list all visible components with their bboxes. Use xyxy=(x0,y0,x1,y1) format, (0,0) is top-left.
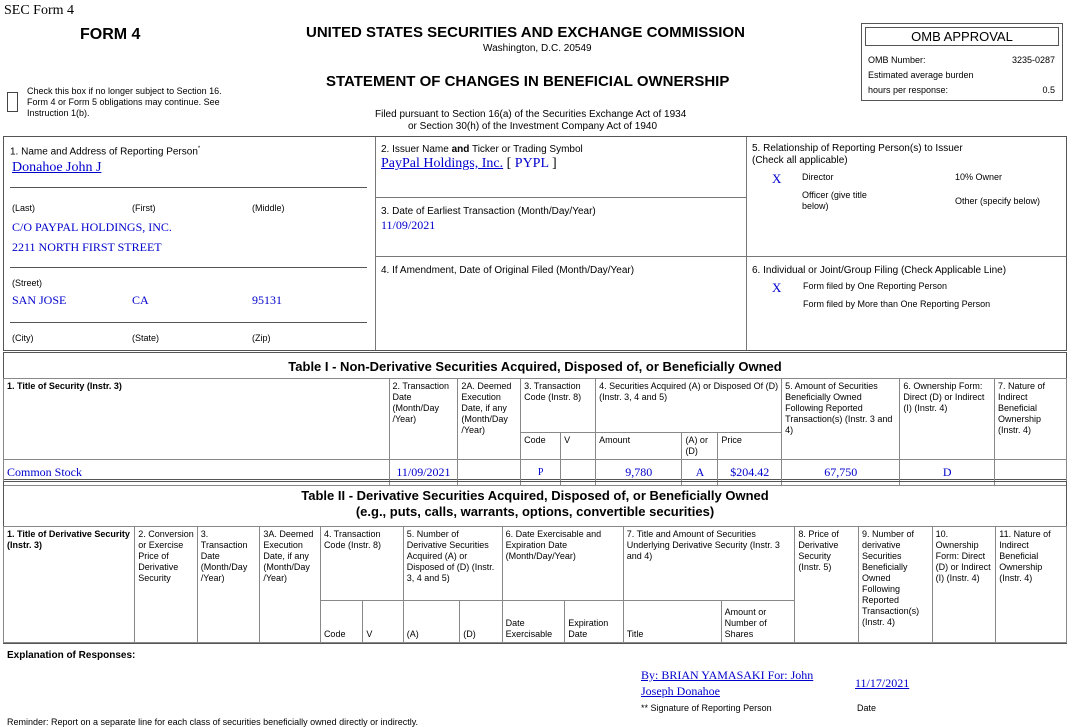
t1-header-date: 2. Transaction Date (Month/Day /Year) xyxy=(389,379,458,460)
statement-title: STATEMENT OF CHANGES IN BENEFICIAL OWNERSHIP xyxy=(326,73,730,90)
t1-sub-amount: Amount xyxy=(596,433,682,460)
agency-location: Washington, D.C. 20549 xyxy=(483,43,592,54)
city-label: (City) xyxy=(12,333,34,343)
t2-sub-exercisable: Date Exercisable xyxy=(502,601,565,643)
filing-type-label: 6. Individual or Joint/Group Filing (Check Applicable Line) xyxy=(752,265,1007,276)
filed-line-1: Filed pursuant to Section 16(a) of the Securities Exchange Act of 1934 xyxy=(375,109,687,120)
agency-title: UNITED STATES SECURITIES AND EXCHANGE COMMISSION xyxy=(306,24,745,41)
last-label: (Last) xyxy=(12,203,36,213)
one-person-label: Form filed by One Reporting Person xyxy=(803,281,948,291)
t1-header-ownership-form: 6. Ownership Form: Direct (D) or Indirect (I) (Instr. 4) xyxy=(900,379,995,460)
reminder-text: Reminder: Report on a separate line for each class of securities beneficially owned directly or indirectly. xyxy=(7,717,419,727)
t2-sub-amount: Amount or Number of Shares xyxy=(721,601,795,643)
address-line-2: 2211 NORTH FIRST STREET xyxy=(12,240,162,254)
omb-approval-box xyxy=(861,23,1063,101)
table2-subtitle: (e.g., puts, calls, warrants, options, convertible securities) xyxy=(355,504,715,519)
state-label: (State) xyxy=(132,333,160,343)
divider xyxy=(376,197,746,198)
issuer-label: 2. Issuer Name and Ticker or Trading Symbol xyxy=(381,144,583,155)
t2-header-owned: 9. Number of derivative Securities Beneficially Owned Following Reported Transaction(s) (Instr. 4) xyxy=(858,527,932,643)
relationship-sublabel: (Check all applicable) xyxy=(752,155,848,166)
omb-hours-value: 0.5 xyxy=(1042,85,1055,95)
t1-header-nature: 7. Nature of Indirect Beneficial Ownership (Instr. 4) xyxy=(994,379,1066,460)
t2-header-price: 8. Price of Derivative Security (Instr. 5) xyxy=(795,527,859,643)
state-value: CA xyxy=(132,293,149,307)
t1-sub-code: Code xyxy=(521,433,561,460)
zip-label: (Zip) xyxy=(252,333,271,343)
earliest-transaction-label: 3. Date of Earliest Transaction (Month/Day/Year) xyxy=(381,206,596,217)
t2-sub-v: V xyxy=(363,601,403,643)
other-label: Other (specify below) xyxy=(955,196,1041,206)
section16-checkbox[interactable] xyxy=(7,92,18,112)
issuer-name[interactable]: PayPal Holdings, Inc. xyxy=(381,156,504,171)
divider xyxy=(746,137,747,350)
t1-security-title: Common Stock xyxy=(4,460,390,486)
t1-sub-price: Price xyxy=(718,433,782,460)
director-label: Director xyxy=(802,172,834,182)
t2-header-exercisable: 6. Date Exercisable and Expiration Date (Month/Day/Year) xyxy=(502,527,623,601)
t2-header-conversion: 2. Conversion or Exercise Price of Derivative Security xyxy=(135,527,198,643)
address-line-1: C/O PAYPAL HOLDINGS, INC. xyxy=(12,220,172,234)
t1-header-amount-owned: 5. Amount of Securities Beneficially Owned Following Reported Transaction(s) (Instr. 3 and 4) xyxy=(782,379,900,460)
table2 xyxy=(3,526,1067,643)
t2-header-underlying: 7. Title and Amount of Securities Underlying Derivative Security (Instr. 3 and 4) xyxy=(623,527,795,601)
t2-sub-title: Title xyxy=(623,601,721,643)
name-underline xyxy=(10,187,367,188)
amendment-label: 4. If Amendment, Date of Original Filed (Month/Day/Year) xyxy=(381,265,635,276)
omb-number-value: 3235-0287 xyxy=(1011,55,1055,65)
t1-header-title: 1. Title of Security (Instr. 3) xyxy=(4,379,390,460)
officer-label: Officer (give title below) xyxy=(802,190,867,211)
signature-link[interactable]: By: BRIAN YAMASAKI For: John Joseph Donahoe xyxy=(641,668,814,698)
t1-sub-v: V xyxy=(561,433,596,460)
zip-value: 95131 xyxy=(252,293,282,307)
signature-date: 11/17/2021 xyxy=(855,676,910,690)
t1-price-value: $204.42 xyxy=(718,460,782,486)
t1-header-deemed: 2A. Deemed Execution Date, if any (Month/Day /Year) xyxy=(458,379,521,460)
t1-header-code: 3. Transaction Code (Instr. 8) xyxy=(521,379,596,433)
divider xyxy=(376,256,746,257)
middle-label: (Middle) xyxy=(252,203,285,213)
city-value: SAN JOSE xyxy=(12,293,67,307)
first-label: (First) xyxy=(132,203,156,213)
ticker-symbol: PYPL xyxy=(514,156,549,171)
street-label: (Street) xyxy=(12,278,43,288)
omb-burden-label: Estimated average burden xyxy=(868,70,974,80)
section16-checkbox-label: Check this box if no longer subject to Section 16. Form 4 or Form 5 obligations may continue. See Instruction 1(b). xyxy=(27,86,222,118)
t2-sub-a: (A) xyxy=(403,601,460,643)
filed-line-2: or Section 30(h) of the Investment Company Act of 1940 xyxy=(408,121,658,132)
t1-code-value: P xyxy=(521,460,561,486)
reporting-person-name[interactable]: Donahoe John J xyxy=(12,160,102,175)
t2-header-number: 5. Number of Derivative Securities Acquired (A) or Disposed of (D) (Instr. 3, 4 and 5) xyxy=(403,527,502,601)
t2-sub-code: Code xyxy=(320,601,362,643)
date-label: Date xyxy=(857,703,877,713)
ten-percent-owner-label: 10% Owner xyxy=(955,172,1003,182)
signature-label: ** Signature of Reporting Person xyxy=(641,703,772,713)
t1-amount-value: 9,780 xyxy=(596,460,682,486)
address-underline xyxy=(10,267,367,268)
form-title: FORM 4 xyxy=(80,26,141,43)
t2-header-date: 3. Transaction Date (Month/Day /Year) xyxy=(197,527,260,643)
explanation-label: Explanation of Responses: xyxy=(7,650,136,661)
t2-header-ownership-form: 10. Ownership Form: Direct (D) or Indirect (I) (Instr. 4) xyxy=(932,527,996,643)
t2-header-title: 1. Title of Derivative Security (Instr. 3) xyxy=(4,527,135,643)
earliest-transaction-date: 11/09/2021 xyxy=(381,218,436,232)
t2-sub-d: (D) xyxy=(460,601,502,643)
relationship-label: 5. Relationship of Reporting Person(s) to Issuer xyxy=(752,143,963,154)
issuer-line: PayPal Holdings, Inc. [ PYPL ] xyxy=(381,156,557,171)
t2-header-code: 4. Transaction Code (Instr. 8) xyxy=(320,527,403,601)
t1-owned-value: 67,750 xyxy=(782,460,900,486)
omb-number-label: OMB Number: xyxy=(868,55,926,65)
t1-aord-value: A xyxy=(682,460,718,486)
sec-form-label: SEC Form 4 xyxy=(4,3,75,18)
city-underline xyxy=(10,322,367,323)
t1-transaction-date: 11/09/2021 xyxy=(389,460,458,486)
t2-header-deemed: 3A. Deemed Execution Date, if any (Month/Day /Year) xyxy=(260,527,321,643)
table1-title: Table I - Non-Derivative Securities Acquired, Disposed of, or Beneficially Owned xyxy=(288,359,782,374)
t1-header-securities: 4. Securities Acquired (A) or Disposed Of (D) (Instr. 3, 4 and 5) xyxy=(596,379,782,433)
divider xyxy=(375,137,376,350)
t1-form-value: D xyxy=(900,460,995,486)
one-person-checkmark: X xyxy=(772,280,782,295)
director-checkmark: X xyxy=(772,171,782,186)
multiple-persons-label: Form filed by More than One Reporting Person xyxy=(803,299,991,309)
t1-sub-aord: (A) or (D) xyxy=(682,433,718,460)
t2-header-nature: 11. Nature of Indirect Beneficial Ownership (Instr. 4) xyxy=(996,527,1067,643)
reporting-person-label: 1. Name and Address of Reporting Person* xyxy=(10,146,201,158)
omb-hours-label: hours per response: xyxy=(868,85,949,95)
table1 xyxy=(3,378,1067,486)
t2-sub-expiration: Expiration Date xyxy=(565,601,624,643)
omb-title: OMB APPROVAL xyxy=(865,27,1059,46)
divider xyxy=(747,256,1066,257)
table2-title: Table II - Derivative Securities Acquired, Disposed of, or Beneficially Owned xyxy=(301,488,769,503)
